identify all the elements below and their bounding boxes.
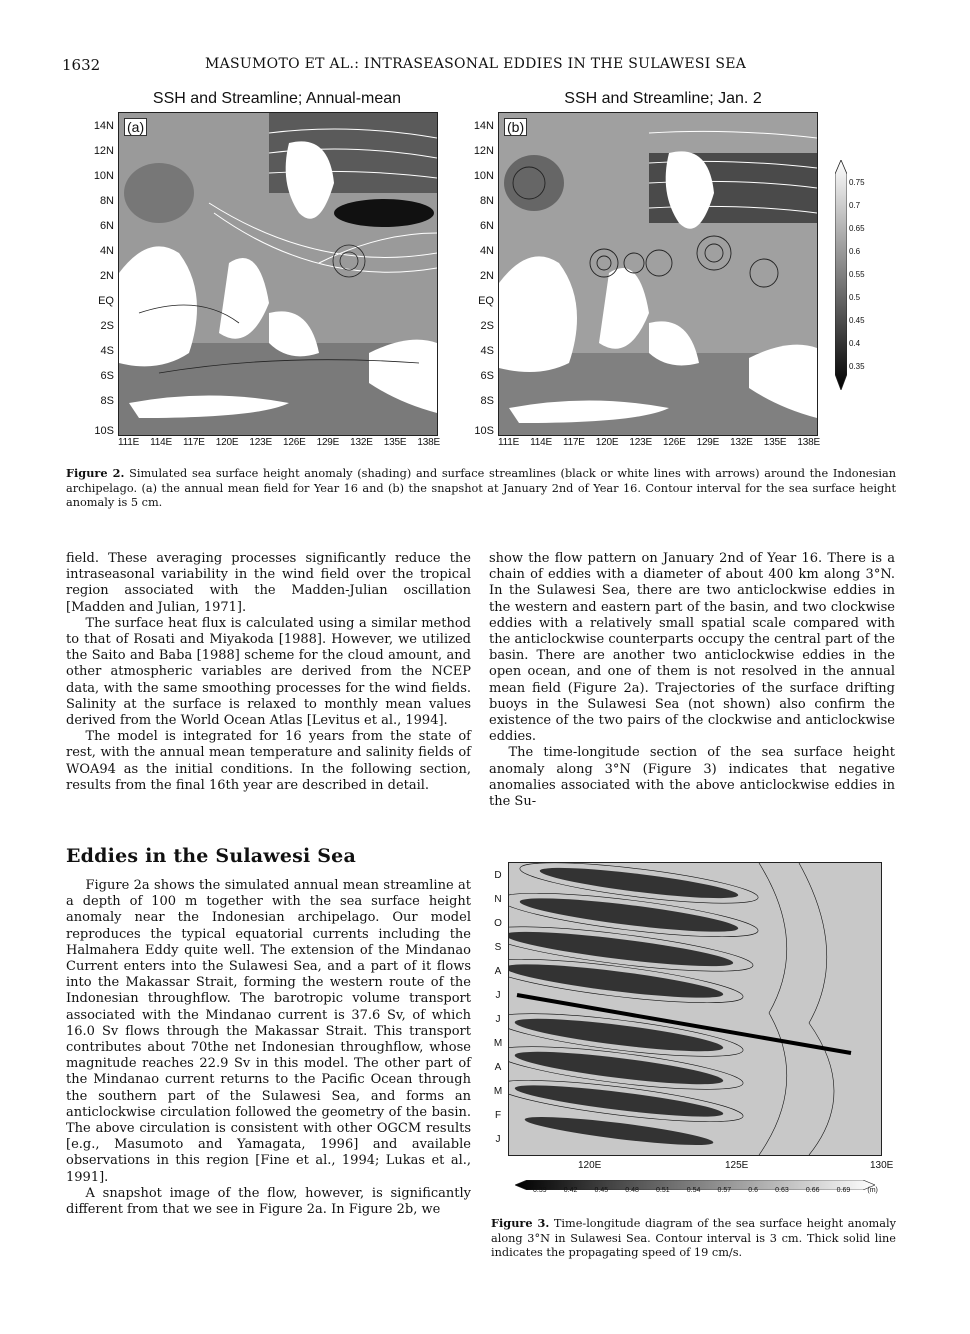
colorbar-label: 0.45 [849, 316, 865, 325]
colorbar-label: 0.55 [849, 270, 865, 279]
figure3-colorbar [515, 1175, 875, 1185]
lat-label: 10S [94, 425, 114, 437]
lon-label: 126E [282, 437, 306, 448]
lat-label: 4N [99, 245, 114, 257]
section-body [66, 878, 471, 1218]
lat-label: 8N [99, 195, 114, 207]
paragraph: The model is integrated for 16 years from the state of rest, with the annual mean temperature and salinity fields of WOA94 as the initial conditions. In the following section, results from the final 16th year are described in detail. [66, 729, 471, 793]
lat-label: 2S [100, 320, 114, 332]
lat-label: 10N [93, 170, 114, 182]
lon-label: 135E [763, 437, 787, 448]
lon-label: 129E [696, 437, 720, 448]
colorbar-label: 0.42 [563, 1187, 578, 1194]
lon-label: 123E [629, 437, 652, 448]
lon-label: 132E [350, 437, 373, 448]
colorbar-label: 0.66 [805, 1187, 820, 1194]
figure2a-lon-axis [118, 437, 440, 448]
lat-label: 8S [100, 395, 114, 407]
colorbar-label: 0.54 [686, 1187, 701, 1194]
lat-label: 14N [473, 120, 494, 132]
figure3-lon-label: 125E [725, 1160, 749, 1171]
lat-label: 6S [100, 370, 114, 382]
running-title: MASUMOTO ET AL.: INTRASEASONAL EDDIES IN THE SULAWESI SEA [205, 56, 747, 72]
lat-label: 6N [99, 220, 114, 232]
lon-label: 114E [150, 437, 172, 448]
lat-label: 10S [474, 425, 494, 437]
figure2b-lon-axis [498, 437, 820, 448]
lat-label: 6N [479, 220, 494, 232]
colorbar-label: 0.63 [775, 1187, 789, 1194]
figure2b-map [498, 112, 818, 436]
month-label: M [493, 1086, 503, 1097]
colorbar-label: (m) [867, 1187, 878, 1194]
month-label: M [493, 1038, 503, 1049]
lon-label: 111E [118, 437, 140, 448]
figure2b-tag: (b) [504, 118, 527, 136]
figure3-colorbar-labels [533, 1187, 878, 1194]
lon-label: 138E [417, 437, 440, 448]
lon-label: 114E [530, 437, 552, 448]
month-label: J [495, 1134, 501, 1145]
lat-label: 14N [93, 120, 114, 132]
month-label: A [494, 966, 502, 977]
lon-label: 117E [182, 437, 205, 448]
lat-label: 10N [473, 170, 494, 182]
right-column-top [489, 551, 895, 810]
figure2a-map [118, 112, 438, 436]
lat-label: EQ [478, 295, 494, 307]
month-label: O [494, 918, 502, 929]
colorbar-label: 0.39 [533, 1187, 547, 1194]
colorbar-label: 0.4 [849, 339, 861, 348]
lat-label: 2S [480, 320, 494, 332]
paragraph: The time-longitude section of the sea surface height anomaly along 3°N (Figure 3) indicates that negative anomalies associated with the above anticlockwise eddies in the Su- [489, 745, 895, 810]
figure3-lon-label: 130E [870, 1160, 894, 1171]
colorbar-label: 0.45 [594, 1187, 609, 1194]
month-label: S [494, 942, 502, 953]
figure3-lon-label: 120E [578, 1160, 602, 1171]
lat-label: 12N [473, 145, 494, 157]
paragraph: The surface heat flux is calculated using a similar method to that of Rosati and Miyakoda [1988]. However, we utilized the Saito and Baba [1988] scheme for the cloud amount, and other atmospheric variables are derived from the NCEP data, with the same smoothing processes for the wind fields. Salinity at the surface is relaxed to monthly mean values derived from the World Ocean Atlas [Levitus et al., 1994]. [66, 615, 471, 729]
lon-label: 120E [215, 437, 239, 448]
lat-label: 2N [479, 270, 494, 282]
figure2b-title: SSH and Streamline; Jan. 2 [564, 90, 762, 107]
figure2-caption-text: Simulated sea surface height anomaly (shading) and surface streamlines (black or white lines with arrows) around the Indonesian archipelago. (a) the annual mean field for Year 16 and (b) the snapshot at January 2nd of Year 16. Contour interval for the sea surface height anomaly is 5 cm. [66, 467, 896, 509]
section-heading: Eddies in the Sulawesi Sea [66, 845, 356, 867]
lat-label: 2N [99, 270, 114, 282]
lat-label: 8N [479, 195, 494, 207]
lat-label: 4S [480, 345, 494, 357]
lon-label: 132E [730, 437, 753, 448]
colorbar-label: 0.75 [849, 178, 865, 187]
colorbar-label: 0.6 [849, 247, 861, 256]
colorbar-label: 0.7 [849, 201, 861, 210]
figure3-caption [491, 1216, 896, 1261]
lat-label: 4N [479, 245, 494, 257]
lon-label: 135E [383, 437, 407, 448]
colorbar-label: 0.65 [849, 224, 865, 233]
figure3-plot [508, 862, 882, 1156]
paragraph: A snapshot image of the flow, however, is significantly different from that we see in Figure 2a. In Figure 2b, we [66, 1185, 471, 1218]
figure2-caption-label: Figure 2. [66, 466, 125, 480]
lat-label: 6S [480, 370, 494, 382]
paragraph: field. These averaging processes significantly reduce the intraseasonal variability in the wind field over the tropical region associated with the Madden-Julian oscillation [Madden and Julian, 1971]. [66, 551, 471, 615]
lat-label: 12N [93, 145, 114, 157]
figure2-colorbar [835, 160, 847, 390]
colorbar-label: 0.69 [836, 1187, 851, 1194]
colorbar-label: 0.51 [656, 1187, 670, 1194]
lon-label: 111E [498, 437, 520, 448]
month-label: J [495, 1014, 501, 1025]
figure3-caption-text: Time-longitude diagram of the sea surface height anomaly along 3°N in Sulawesi Sea. Contour interval is 3 cm. Thick solid line indicates the propagating speed of 19 cm/s. [491, 1217, 897, 1259]
figure3-caption-label: Figure 3. [491, 1216, 550, 1230]
page-number: 1632 [62, 56, 101, 74]
figure2a-tag: (a) [124, 118, 147, 136]
month-label: A [494, 1062, 502, 1073]
paragraph: Figure 2a shows the simulated annual mean streamline at a depth of 100 m together with the sea surface height anomaly near the Indonesian archipelago. Our model reproduces the typical equatorial currents including the Halmahera Eddy quite well. The extension of the Mindanao Current enters into the Sulawesi Sea, and a part of it flows into the Makassar Strait, forming the western route of the Indonesian throughflow. The barotropic volume transport associated with the Mindanao current is 37.6 Sv, of which 16.0 Sv flows through the Makassar Strait. This transport contributes about 70the net Indonesian throughflow, whose magnitude reaches 22.9 Sv in this model. The other part of the Mindanao current returns to the Pacific Ocean through the southern part of the Sulawesi Sea, and forms an anticlockwise circulation followed the geometry of the basin. The above circulation is consistent with other OGCM results [e.g., Masumoto and Yamagata, 1996] and available observations in this region [Fine et al., 1994; Lukas et al., 1991]. [66, 878, 471, 1185]
month-label: N [494, 894, 502, 905]
figure2a-title: SSH and Streamline; Annual-mean [152, 90, 402, 107]
lon-label: 123E [249, 437, 272, 448]
lon-label: 126E [662, 437, 686, 448]
lat-label: 8S [480, 395, 494, 407]
lon-label: 138E [797, 437, 820, 448]
lat-label: EQ [98, 295, 114, 307]
lon-label: 117E [562, 437, 585, 448]
colorbar-label: 0.35 [849, 362, 865, 371]
figure2-caption [66, 466, 896, 511]
paragraph: show the flow pattern on January 2nd of Year 16. There is a chain of eddies with a diameter of about 400 km along 3°N. In the Sulawesi Sea, there are two anticlockwise eddies in the western and eastern part of the basin, and two clockwise eddies with a relatively small spatial scale compared with the anticlockwise counterparts occupy the central part of the basin. There are another two anticlockwise eddies in the open ocean, and one of them is not resolved in the annual mean field (Figure 2a). Trajectories of the surface drifting buoys in the Sulawesi Sea (not shown) also confirm the existence of the two pairs of the clockwise and anticlockwise eddies. [489, 551, 895, 745]
month-label: J [495, 990, 501, 1001]
colorbar-label: 0.48 [625, 1187, 639, 1194]
colorbar-label: 0.57 [717, 1187, 732, 1194]
lon-label: 129E [316, 437, 340, 448]
month-label: D [494, 870, 502, 881]
lon-label: 120E [595, 437, 619, 448]
left-column-top [66, 551, 471, 794]
colorbar-label: 0.5 [849, 293, 861, 302]
colorbar-label: 0.6 [748, 1187, 758, 1194]
lat-label: 4S [100, 345, 114, 357]
month-label: F [494, 1110, 502, 1121]
